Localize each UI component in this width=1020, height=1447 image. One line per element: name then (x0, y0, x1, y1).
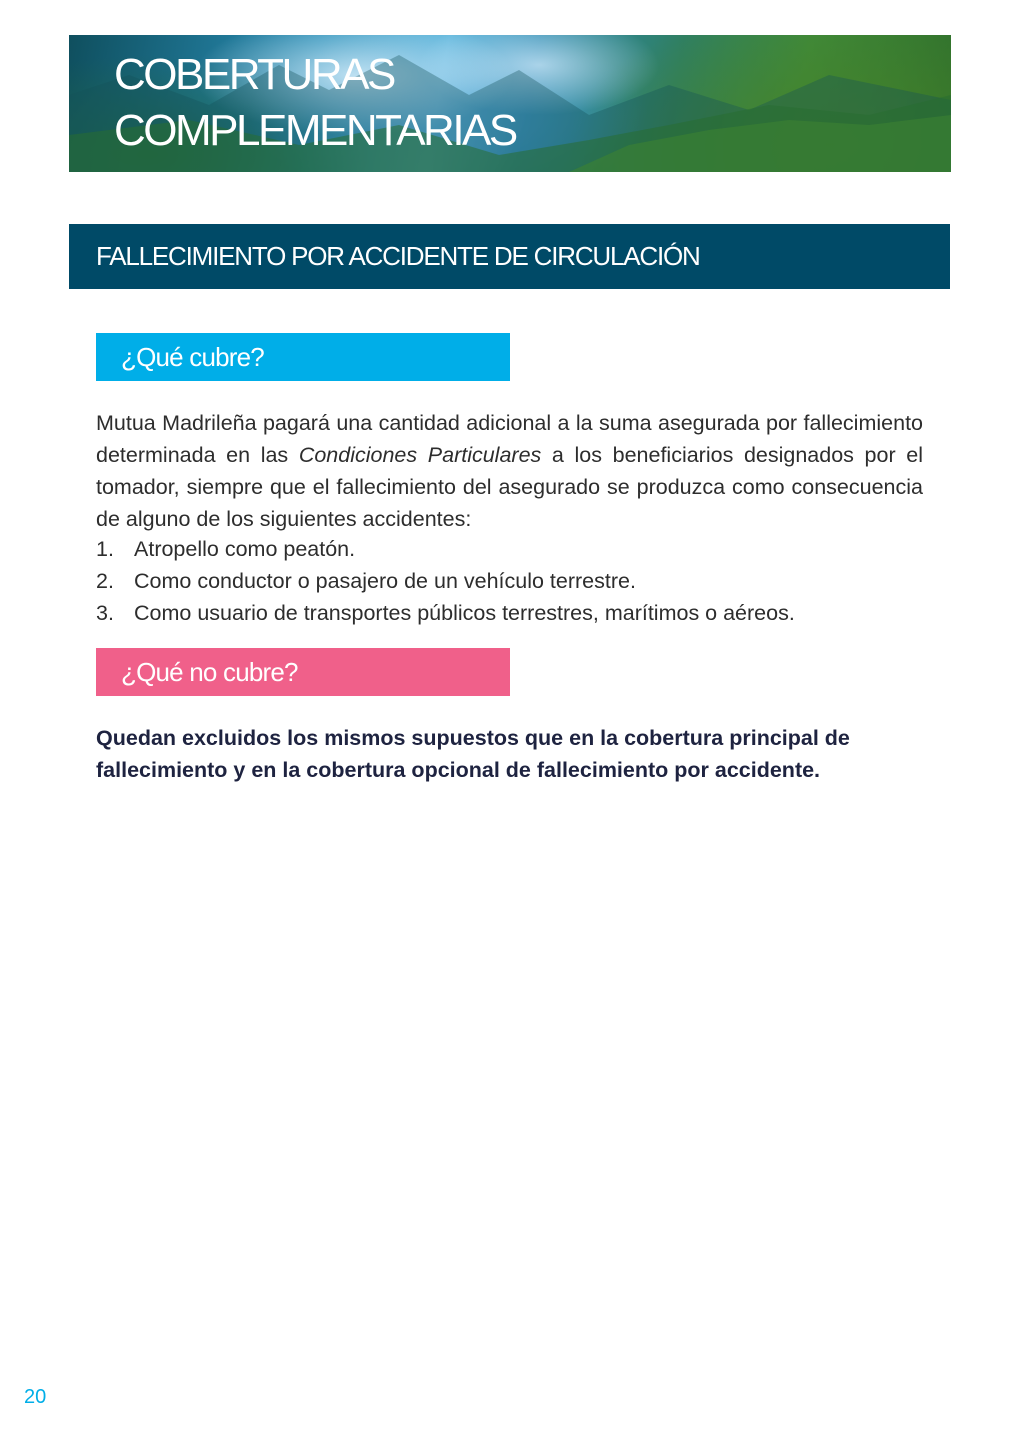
covers-description-start: Mutua Madrileña pagará una cantidad adicional a la suma asegurada por fallecimiento determinada en las (96, 411, 923, 467)
not-covers-heading: ¿Qué no cubre? (121, 657, 298, 687)
page-title-line-2: COMPLEMENTARIAS (114, 106, 516, 155)
condiciones-particulares-emphasis: Condiciones Particulares (298, 443, 542, 467)
list-item (96, 533, 923, 565)
page-number: 20 (24, 1386, 47, 1408)
covers-description-end: a los beneficiarios designados por el tomador, siempre que el fallecimiento del asegurado se produzca como consecuencia de alguno de los siguientes accidentes: (96, 443, 923, 531)
page-title (114, 47, 516, 159)
section-header-bar (69, 224, 950, 289)
page-title-line-1: COBERTURAS (114, 50, 394, 99)
list-item-number: 3. (96, 601, 114, 625)
header-banner (69, 35, 951, 172)
list-item (96, 565, 923, 597)
covered-accidents-list (96, 533, 923, 629)
list-item-text: Como conductor o pasajero de un vehículo terrestre. (134, 569, 636, 593)
list-item-text: Como usuario de transportes públicos terrestres, marítimos o aéreos. (134, 601, 795, 625)
not-covers-heading-box (96, 648, 510, 696)
section-title: FALLECIMIENTO POR ACCIDENTE DE CIRCULACIÓN (96, 241, 700, 271)
list-item-text: Atropello como peatón. (134, 537, 356, 561)
list-item-number: 1. (96, 537, 114, 561)
covers-description (96, 407, 923, 535)
exclusions-text: Quedan excluidos los mismos supuestos que en la cobertura principal de fallecimiento y en la cobertura opcional de fallecimiento por accidente. (96, 726, 850, 782)
covers-heading: ¿Qué cubre? (121, 342, 264, 372)
list-item-number: 2. (96, 569, 114, 593)
list-item (96, 597, 923, 629)
covers-heading-box (96, 333, 510, 381)
